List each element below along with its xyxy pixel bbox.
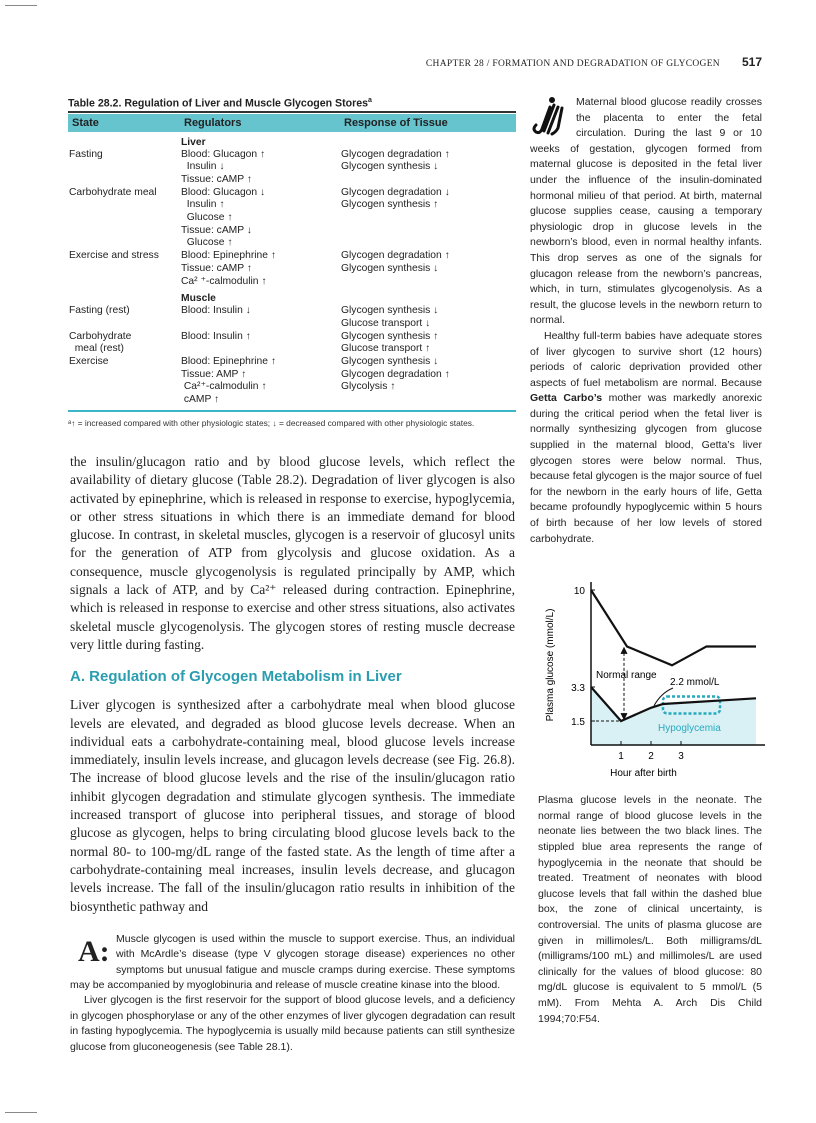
sidebar-paragraph bbox=[530, 329, 762, 547]
x-tick-label: 2 bbox=[648, 751, 654, 763]
col-state: State bbox=[72, 116, 99, 129]
table-section-label: Liver bbox=[181, 136, 206, 148]
answer-icon: A: bbox=[78, 934, 110, 968]
cell-line: Ca²⁺-calmodulin ↑ bbox=[181, 381, 267, 393]
sidebar-paragraph: Maternal blood glucose readily crosses the placenta to enter the fetal circulation. During the last 9 or 10 weeks of gestation, glycogen formed from maternal glucose is deposited in the fetal liver under the influence of the insulin-dominated hormonal milieu of that period. At birth, maternal glucose supplies cease, causing a temporary physiologic drop in glucose levels in the newborn’s blood, even in normal healthy infants. This drop serves as one of the signals for glucagon release from the newborn’s pancreas, which, in turn, stimulates glycogenolysis. As a result, the glucose levels in the newborn return to normal. bbox=[530, 96, 762, 327]
cell-line: meal (rest) bbox=[69, 343, 124, 355]
figure-caption: Plasma glucose levels in the neonate. The normal range of blood glucose levels in the neonate lies between the two black lines. The stippled blue area represents the range of hypoglycemia in the neonate that should be treated. Treatment of neonates with blood glucose levels that fall within the dashed blue box, the zone of clinical uncertainty, is controversial. The units of plasma glucose are given in millimoles/L. Both milligrams/dL (milligrams/100 mL) and millimoles/L are used clinically for the values of blood glucose: 80 mg/dL glucose is equivalent to 5 mmol/L (5 mM). From Mehta A. Arch Dis Child 1994;70:F54. bbox=[538, 794, 762, 1025]
table-cell-response bbox=[341, 305, 516, 330]
sidebar-text: Healthy full-term babies have adequate stores of liver glycogen to survive short (12 hours) periods of caloric deprivation provided other aspects of fuel metabolism are normal. Because bbox=[530, 329, 762, 389]
table-section-label: Muscle bbox=[181, 293, 216, 305]
x-tick-label: 3 bbox=[678, 751, 684, 763]
sidebar-text: mother was markedly anorexic during the critical period when the fetal liver is normally synthesizing glycogen from glucose supplied in the maternal blood, Getta’s liver glycogen stores were below normal. Thus, because fetal glycogen is the major source of fuel for the newborn in the early hours of life, Getta became profoundly hypoglycemic within 5 hours of birth because of her low levels of stored carbohydrate. bbox=[530, 392, 762, 545]
cell-line: Ca² ⁺-calmodulin ↑ bbox=[181, 275, 267, 287]
table-row bbox=[68, 149, 516, 187]
table-body bbox=[68, 136, 516, 407]
crop-mark-bottom bbox=[5, 1112, 37, 1113]
running-header bbox=[426, 55, 762, 69]
cell-line: Glycogen synthesis ↓ bbox=[341, 161, 439, 173]
cell-line: Blood: Epinephrine ↑ bbox=[181, 356, 277, 368]
table-cell-state bbox=[69, 187, 181, 251]
body-paragraph: the insulin/glucagon ratio and by blood glucose levels, which reflect the availability of dietary glucose (Table 28.2). Degradation of liver glycogen is also activated by epinephrine, which is released in response to exercise, hypoglycemia, or other stress situations in which there is an immediate demand for blood glucose. In contrast, in skeletal muscles, glycogen is a reservoir of glucosyl units for the generation of ATP from glycolysis and glucose oxidation. As a consequence, muscle glycogenolysis is regulated principally by AMP, which signals a lack of ATP, and by Ca²⁺ released during contraction. Epinephrine, which is released in response to exercise and other stress situations, also activates skeletal muscle glycogenolysis. The glycogen stores of resting muscle decrease very little during fasting. bbox=[70, 454, 515, 652]
crop-mark-top bbox=[5, 5, 37, 6]
y-axis-label: Plasma glucose (mmol/L) bbox=[545, 608, 556, 722]
table-cell-regulators bbox=[181, 305, 341, 330]
table-cell-state bbox=[69, 331, 181, 356]
cell-line: cAMP ↑ bbox=[181, 394, 220, 406]
cell-line: Blood: Insulin ↑ bbox=[181, 330, 251, 342]
table-cell-state bbox=[69, 356, 181, 407]
cell-line: Blood: Epinephrine ↑ bbox=[181, 250, 277, 262]
cell-line: Exercise bbox=[69, 356, 109, 368]
clinical-note bbox=[70, 932, 515, 1055]
cell-line: Fasting bbox=[69, 148, 103, 160]
cell-line: Exercise and stress bbox=[69, 250, 159, 262]
cell-line: Glucose ↑ bbox=[181, 212, 233, 224]
cell-line: Tissue: AMP ↑ bbox=[181, 368, 247, 380]
table-header bbox=[68, 114, 516, 132]
table-row bbox=[68, 250, 516, 288]
sidebar-notes bbox=[530, 95, 762, 547]
cell-line: Glucose ↑ bbox=[181, 237, 233, 249]
table-cell-response bbox=[341, 250, 516, 288]
left-column bbox=[70, 453, 515, 1055]
y-tick-label: 10 bbox=[573, 586, 585, 598]
table-footnote: ᵃ↑ = increased compared with other physiologic states; ↓ = decreased compared with other physiologic states. bbox=[68, 417, 475, 428]
table-title-text: Table 28.2. Regulation of Liver and Muscle Glycogen Stores bbox=[68, 97, 369, 110]
table-row bbox=[68, 187, 516, 251]
x-tick-label: 1 bbox=[618, 751, 624, 763]
table-cell-response bbox=[341, 356, 516, 407]
series-line-0 bbox=[591, 590, 756, 665]
cell-line: Carbohydrate meal bbox=[69, 186, 157, 198]
table-cell-state bbox=[69, 250, 181, 288]
note-paragraph: Muscle glycogen is used within the muscle to support exercise. Thus, an individual with McArdle’s disease (type V glycogen storage disease) experiences no other symptoms but unusual fatigue and muscle cramps during exercise. These symptoms may be accompanied by myoglobinuria and release of muscle creatine kinase into the blood. bbox=[70, 932, 515, 992]
running-title: CHAPTER 28 / FORMATION AND DEGRADATION OF GLYCOGEN bbox=[425, 59, 720, 69]
cell-line: Glycolysis ↑ bbox=[341, 381, 396, 393]
cell-line: Insulin ↓ bbox=[181, 161, 225, 173]
normal-range-label: Normal range bbox=[596, 670, 657, 682]
col-regulators: Regulators bbox=[184, 116, 242, 129]
cell-line: Glucose transport ↓ bbox=[341, 317, 431, 329]
table-cell-regulators bbox=[181, 250, 341, 288]
cell-line: Tissue: cAMP ↑ bbox=[181, 173, 252, 185]
table-rule bbox=[68, 410, 516, 412]
table-cell-regulators bbox=[181, 149, 341, 187]
glucose-chart bbox=[535, 577, 770, 787]
cell-line: Glycogen degradation ↑ bbox=[341, 148, 450, 160]
threshold-label: 2.2 mmol/L bbox=[670, 677, 720, 689]
body-paragraph: Liver glycogen is synthesized after a carbohydrate meal when blood glucose levels are elevated, and degraded as blood glucose levels decrease. When an individual eats a carbohydrate-containing meal, blood glucose levels increase immediately, insulin levels increase, and glucagon levels decrease (see Fig. 26.8). The increase of blood glucose levels and the rise of the insulin/glucagon ratio inhibit glycogen degradation and stimulate glycogen synthesis. The immediate increased transport of glucose into peripheral tissues, and storage of blood glucose as glycogen, helps to bring circulating blood glucose levels back to the normal 80- to 100-mg/dL range of the fasted state. As the length of time after a carbohydrate-containing meal increases, insulin levels decrease, and glucagon levels increase. The fall of the insulin/glucagon ratio results in inhibition of the biosynthetic pathway and bbox=[70, 697, 515, 914]
cell-line: Tissue: cAMP ↑ bbox=[181, 262, 252, 274]
note-paragraph: Liver glycogen is the first reservoir for the support of blood glucose levels, and a deficiency in glycogen phosphorylase or any of the other enzymes of liver glycogen degradation can result in fasting hypoglycemia. The hypoglycemia is usually mild because patients can still synthesize glucose from gluconeogenesis (see Table 28.1). bbox=[70, 994, 515, 1053]
section-heading: A. Regulation of Glycogen Metabolism in Liver bbox=[70, 668, 402, 686]
cell-line: Glycogen degradation ↓ bbox=[341, 186, 450, 198]
baby-bottle-icon bbox=[530, 95, 576, 140]
cell-line: Glycogen degradation ↑ bbox=[341, 250, 450, 262]
cell-line: Blood: Glucagon ↓ bbox=[181, 186, 266, 198]
cell-line: Tissue: cAMP ↓ bbox=[181, 224, 252, 236]
table-row bbox=[68, 356, 516, 407]
table-cell-response bbox=[341, 331, 516, 356]
table-row bbox=[68, 305, 516, 330]
patient-name: Getta Carbo’s bbox=[530, 392, 603, 405]
table-cell-state bbox=[69, 149, 181, 187]
cell-line: Glycogen synthesis ↓ bbox=[341, 356, 439, 368]
cell-line: Blood: Glucagon ↑ bbox=[181, 148, 266, 160]
cell-line: Glycogen synthesis ↑ bbox=[341, 330, 439, 342]
table-cell-response bbox=[341, 149, 516, 187]
y-tick-label: 3.3 bbox=[571, 683, 585, 695]
page-number: 517 bbox=[741, 55, 762, 69]
cell-line: Glycogen synthesis ↓ bbox=[341, 262, 439, 274]
cell-line: Glycogen synthesis ↑ bbox=[341, 199, 439, 211]
col-response: Response of Tissue bbox=[344, 116, 448, 129]
table-cell-regulators bbox=[181, 331, 341, 356]
table-cell-regulators bbox=[181, 356, 341, 407]
cell-line: Glucose transport ↑ bbox=[341, 343, 431, 355]
y-tick-label: 1.5 bbox=[571, 717, 585, 729]
right-column bbox=[530, 95, 762, 1027]
table-cell-regulators bbox=[181, 187, 341, 251]
table-row bbox=[68, 331, 516, 356]
cell-line: Carbohydrate bbox=[69, 330, 132, 342]
hypoglycemia-label: Hypoglycemia bbox=[658, 723, 721, 735]
cell-line: Glycogen degradation ↑ bbox=[341, 368, 450, 380]
table-cell-response bbox=[341, 187, 516, 251]
x-axis-label: Hour after birth bbox=[610, 768, 677, 780]
cell-line: Fasting (rest) bbox=[69, 305, 130, 317]
table-title bbox=[68, 97, 516, 113]
cell-line: Insulin ↑ bbox=[181, 199, 225, 211]
table-28-2 bbox=[68, 97, 516, 428]
cell-line: Blood: Insulin ↓ bbox=[181, 305, 251, 317]
table-cell-state bbox=[69, 305, 181, 330]
cell-line: Glycogen synthesis ↓ bbox=[341, 305, 439, 317]
table-title-note: a bbox=[368, 97, 372, 104]
